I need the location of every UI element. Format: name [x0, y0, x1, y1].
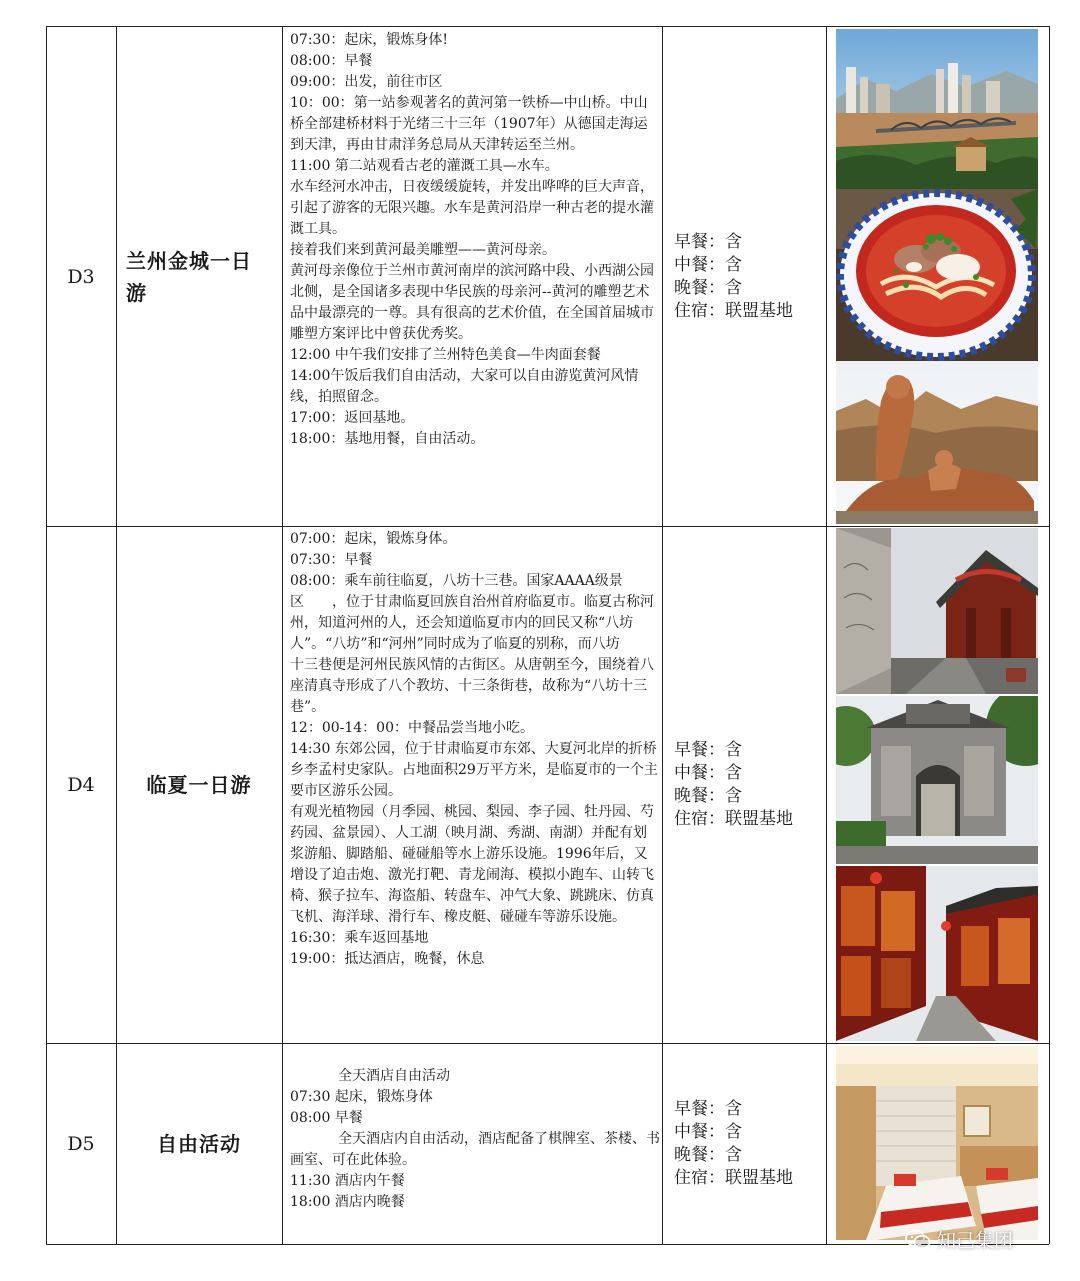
schedule-line: 07:30：早餐 [290, 552, 373, 568]
accommodation: 住宿：联盟基地 [674, 1168, 793, 1188]
meal-dinner: 晚餐：含 [674, 785, 742, 806]
schedule-line: 接着我们来到黄河最美雕塑——黄河母亲。 [290, 242, 556, 258]
schedule-line: 08:00 早餐 [290, 1110, 363, 1126]
meal-breakfast: 早餐：含 [674, 231, 742, 252]
schedule-line: 全天酒店内自由活动，酒店配备了棋牌室、茶楼、书画室、可在此体验。 [290, 1131, 660, 1168]
photo-red-wooden-street [836, 866, 1038, 1041]
photo-beef-noodles [836, 189, 1038, 361]
itinerary-row-d3 [46, 26, 1049, 527]
meal-breakfast: 早餐：含 [674, 739, 742, 760]
day-photos [828, 27, 1049, 526]
schedule-line: 18:00 酒店内晚餐 [290, 1194, 405, 1210]
schedule-line: 16:30：乘车返回基地 [290, 930, 429, 946]
itinerary-row-d4 [46, 526, 1049, 1044]
watermark-text: 知己集团 [937, 1230, 1014, 1252]
schedule-line: 11:30 酒店内午餐 [290, 1173, 405, 1189]
schedule-line: 14:30 东郊公园，位于甘肃临夏市东郊、大夏河北岸的折桥乡李孟村史家队。占地面积29万平方米，是临夏市的一个主要市区游乐公园。 [290, 741, 658, 799]
day-meals [662, 27, 826, 526]
accommodation: 住宿：联盟基地 [674, 808, 793, 829]
meal-dinner: 晚餐：含 [674, 277, 742, 298]
day-code: D4 [67, 773, 95, 796]
photo-linxia-street [836, 528, 1038, 694]
day-title: 自由活动 [157, 1132, 241, 1156]
day-photos [828, 1044, 1049, 1244]
schedule-line: 07:30：起床，锻炼身体! [290, 32, 448, 48]
day-title: 兰州金城一日游 [126, 248, 252, 305]
schedule-line: 有观光植物园（月季园、桃园、梨园、李子园、牡丹园、芍药园、盆景园）、人工湖（映月湖、秀湖、南湖）并配有划浆游船、脚踏船、碰碰船等水上游乐设施。1996年后，又增设了迫击炮、激光打靶、青龙闹海、模拟小跑车、山转飞椅、猴子拉车、海盗船、转盘车、冲气大象、跳跳床、仿真飞机、海洋球、滑行车、橡皮艇、碰碰车等游乐设施。 [290, 804, 654, 925]
accommodation: 住宿：联盟基地 [674, 300, 793, 321]
day-schedule [290, 27, 660, 526]
itinerary-row-d5 [46, 1044, 1049, 1245]
day-photos [828, 526, 1049, 1043]
schedule-line: 08:00：早餐 [290, 53, 373, 69]
schedule-line: 17:00：返回基地。 [290, 410, 415, 426]
meal-lunch: 中餐：含 [674, 1122, 742, 1142]
schedule-line: 07:30 起床，锻炼身体 [290, 1089, 433, 1105]
day-meals [662, 526, 826, 1043]
schedule-line: 12:00 中午我们安排了兰州特色美食—牛肉面套餐 [290, 347, 601, 363]
schedule-line: 水车经河水冲击，日夜缓缓旋转，并发出哗哗的巨大声音，引起了游客的无限兴趣。水车是黄河沿岸一种古老的提水灌溉工具。 [290, 179, 654, 237]
day-code: D5 [67, 1133, 95, 1155]
photo-brick-gate [836, 696, 1038, 864]
schedule-line: 11:00 第二站观看古老的灌溉工具—水车。 [290, 158, 559, 174]
schedule-line: 全天酒店自由活动 [338, 1068, 450, 1084]
schedule-line: 07:00：起床，锻炼身体。 [290, 531, 457, 547]
meal-dinner: 晚餐：含 [674, 1145, 742, 1165]
photo-hotel-room [836, 1046, 1038, 1240]
schedule-line: 09:00：出发，前往市区 [290, 74, 443, 90]
meal-lunch: 中餐：含 [674, 762, 742, 783]
photo-lanzhou-city [836, 29, 1038, 189]
day-code: D3 [67, 265, 95, 288]
meal-breakfast: 早餐：含 [674, 1099, 742, 1119]
schedule-line: 14:00午饭后我们自由活动，大家可以自由游览黄河风情线，拍照留念。 [290, 368, 639, 405]
schedule-line: 08:00：乘车前往临夏，八坊十三巷。国家AAAA级景区 ，位于甘肃临夏回族自治州首府临夏市。临夏古称河州，知道河州的人，还会知道临夏市内的回民又称“八坊人”。“八坊”和“河州”同时成为了临夏的别称，而八坊 十三巷便是河州民族风情的古街区。从唐朝至今，围绕着八座清真寺形成了八个教坊、十三条街巷，故称为“八坊十三巷”。 [290, 573, 654, 715]
day-schedule [290, 526, 660, 1043]
schedule-line: 黄河母亲像位于兰州市黄河南岸的滨河路中段、小西湖公园北侧，是全国诸多表现中华民族的母亲河--黄河的雕塑艺术品中最漂亮的一尊。具有很高的艺术价值，在全国首届城市雕塑方案评比中曾获优秀奖。 [290, 263, 654, 342]
table-border-right [1049, 26, 1050, 1244]
day-title: 临夏一日游 [146, 772, 252, 797]
schedule-line: 18:00：基地用餐，自由活动。 [290, 431, 485, 447]
day-schedule [290, 1044, 660, 1244]
schedule-line: 19:00：抵达酒店，晚餐，休息 [290, 951, 485, 967]
watermark [905, 1226, 1013, 1253]
photo-yellow-river-mother [836, 361, 1038, 524]
meal-lunch: 中餐：含 [674, 254, 742, 275]
schedule-line: 12：00-14：00：中餐品尝当地小吃。 [290, 720, 534, 736]
schedule-line: 10：00：第一站参观著名的黄河第一铁桥—中山桥。中山桥全部建桥材料于光绪三十三年（1907年）从德国走海运到天津，再由甘肃洋务总局从天津转运至兰州。 [290, 95, 648, 153]
wechat-icon [905, 1229, 931, 1251]
day-meals [662, 1044, 826, 1244]
